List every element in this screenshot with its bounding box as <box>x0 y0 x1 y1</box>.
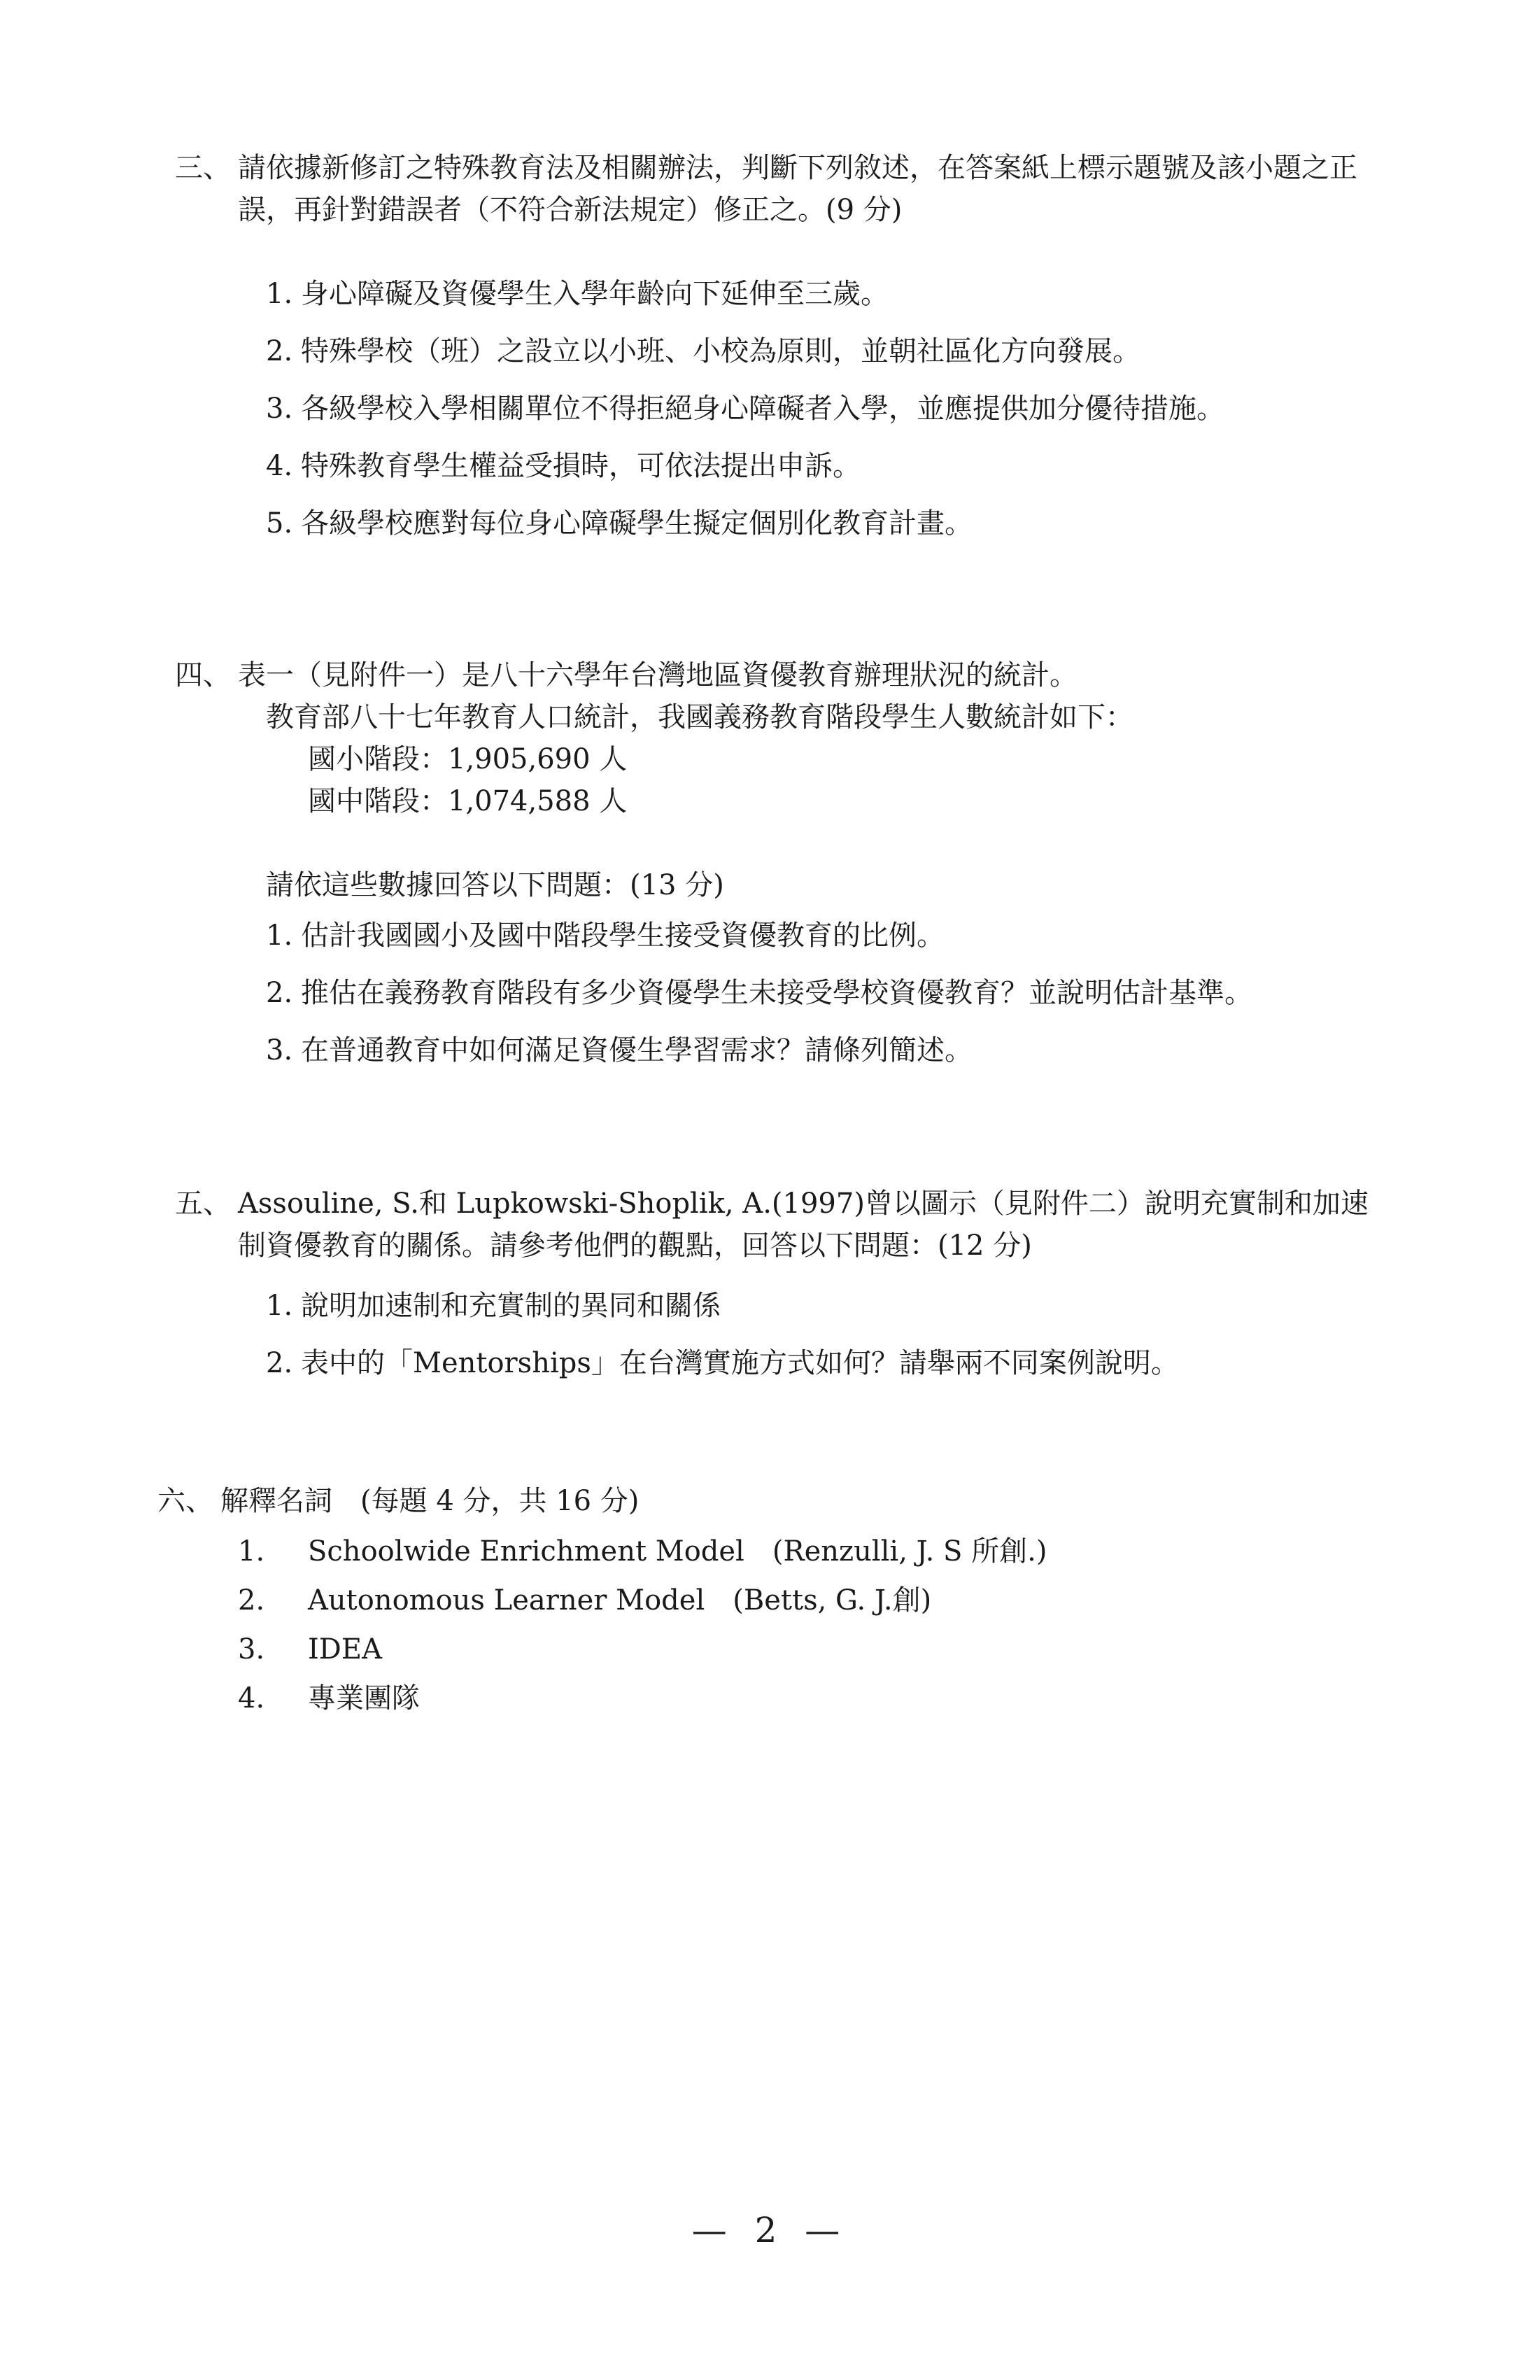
section-5-items <box>266 1285 1378 1384</box>
stat-elementary: 國小階段：1,905,690 人 <box>308 743 628 775</box>
item-number: 3. <box>238 1633 265 1666</box>
item-number: 1. <box>266 1290 293 1322</box>
section-3-items <box>266 273 1378 544</box>
stat-junior-high: 國中階段：1,074,588 人 <box>308 785 628 817</box>
item-text: Autonomous Learner Model (Betts, G. J.創) <box>308 1584 932 1617</box>
list-item <box>266 1342 1378 1384</box>
item-text: 各級學校應對每位身心障礙學生擬定個別化教育計畫。 <box>301 507 973 540</box>
list-item <box>266 972 1378 1014</box>
section-6-items <box>238 1530 1361 1719</box>
section-5-text: Assouline, S.和 Lupkowski-Shoplik, A.(1997)曾以圖示（見附件二）說明充實制和加速制資優教育的關係。請參考他們的觀點，回答以下問題：(12 分) <box>238 1188 1369 1262</box>
list-item <box>266 1029 1378 1071</box>
item-text: 身心障礙及資優學生入學年齡向下延伸至三歲。 <box>301 278 889 310</box>
item-number: 1. <box>238 1535 265 1568</box>
section-5-number: 五、 <box>175 1188 231 1220</box>
section-6-text: 解釋名詞 (每題 4 分，共 16 分) <box>220 1485 640 1517</box>
page-number: — 2 — <box>691 2210 849 2251</box>
section-3-text: 請依據新修訂之特殊教育法及相關辦法，判斷下列敘述，在答案紙上標示題號及該小題之正誤，再針對錯誤者（不符合新法規定）修正之。(9 分) <box>238 152 1357 226</box>
list-item <box>266 502 1378 544</box>
section-4-text: 表一（見附件一）是八十六學年台灣地區資優教育辦理狀況的統計。 <box>238 659 1078 691</box>
item-number: 4. <box>238 1682 265 1714</box>
section-6-question <box>157 1480 1361 1522</box>
section-3 <box>175 147 1378 544</box>
list-item <box>238 1530 1361 1572</box>
list-item <box>266 445 1378 487</box>
item-text: 估計我國國小及國中階段學生接受資優教育的比例。 <box>301 920 945 952</box>
section-3-question <box>175 147 1378 231</box>
item-text: 說明加速制和充實制的異同和關係 <box>301 1290 721 1322</box>
section-5-question <box>175 1183 1378 1267</box>
item-number: 3. <box>266 393 293 425</box>
item-number: 2. <box>266 1347 293 1379</box>
item-number: 1. <box>266 278 293 310</box>
item-text: 在普通教育中如何滿足資優生學習需求？請條列簡述。 <box>301 1034 973 1066</box>
section-4-number: 四、 <box>175 659 231 691</box>
list-item <box>266 1285 1378 1327</box>
section-4-question <box>175 654 1378 696</box>
item-text: Schoolwide Enrichment Model (Renzulli, J. S 所創.) <box>308 1535 1047 1568</box>
item-number: 5. <box>266 507 293 540</box>
item-number: 4. <box>266 450 293 482</box>
item-text: IDEA <box>308 1633 382 1666</box>
list-item <box>266 388 1378 430</box>
list-item <box>238 1677 1361 1719</box>
list-item <box>266 330 1378 372</box>
item-text: 專業團隊 <box>308 1682 420 1714</box>
section-4-items <box>266 915 1378 1071</box>
section-3-number: 三、 <box>175 152 231 184</box>
item-number: 1. <box>266 920 293 952</box>
item-number: 3. <box>266 1034 293 1066</box>
item-number: 2. <box>266 977 293 1009</box>
section-4-stats-intro: 教育部八十七年教育人口統計，我國義務教育階段學生人數統計如下： <box>266 701 1133 733</box>
item-text: 各級學校入學相關單位不得拒絕身心障礙者入學，並應提供加分優待措施。 <box>301 393 1224 425</box>
list-item <box>266 915 1378 957</box>
section-6 <box>157 1480 1361 1719</box>
section-5 <box>175 1183 1378 1384</box>
item-number: 2. <box>238 1584 265 1617</box>
section-6-number: 六、 <box>157 1485 213 1517</box>
item-text: 特殊教育學生權益受損時，可依法提出申訴。 <box>301 450 861 482</box>
item-number: 2. <box>266 335 293 367</box>
list-item <box>266 273 1378 315</box>
item-text: 推估在義務教育階段有多少資優學生未接受學校資優教育？並說明估計基準。 <box>301 977 1252 1009</box>
item-text: 表中的「Mentorships」在台灣實施方式如何？請舉兩不同案例說明。 <box>301 1347 1179 1379</box>
item-text: 特殊學校（班）之設立以小班、小校為原則，並朝社區化方向發展。 <box>301 335 1140 367</box>
section-4 <box>175 654 1378 1071</box>
list-item <box>238 1579 1361 1621</box>
section-4-prompt: 請依這些數據回答以下問題：(13 分) <box>266 869 724 901</box>
list-item <box>238 1628 1361 1670</box>
